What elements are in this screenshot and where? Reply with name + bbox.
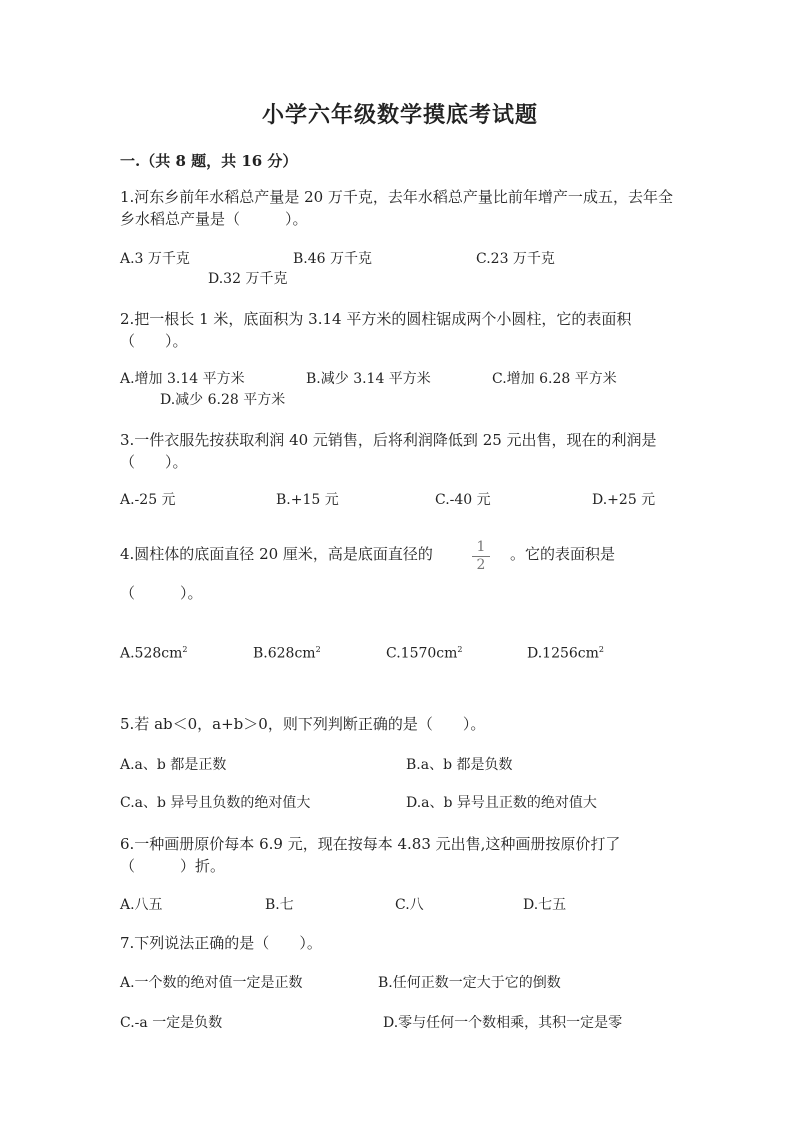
question-1-text: 1.河东乡前年水稻总产量是 20 万千克，去年水稻总产量比前年增产一成五，去年全乡水稻总产量是（ ）。 (120, 188, 673, 228)
q4-option-a[interactable]: $A.528cm^2$ (120, 645, 188, 662)
question-5-text: 5.若 ab＜0，a+b＞0，则下列判断正确的是（ ）。 (120, 715, 486, 733)
question-4-text: 4.圆柱体的底面直径 20 厘米，高是底面直径的 (120, 545, 433, 563)
fraction-one-half (472, 540, 490, 573)
q3-option-c[interactable]: C.-40 元 (435, 492, 491, 508)
q5-option-b[interactable]: B.a、b 都是负数 (406, 757, 513, 773)
question-3-text: 3.一件衣服先按获取利润 40 元销售，后将利润降低到 25 元出售，现在的利润是（ ）。 (120, 431, 657, 471)
q1-option-a[interactable]: A.3 万千克 (120, 251, 190, 267)
q4-option-d[interactable]: $D.1256cm^2$ (527, 645, 605, 662)
q1-option-b[interactable]: B.46 万千克 (293, 251, 373, 267)
question-4-text-after: 。它的表面积是 (510, 545, 616, 563)
q1-option-c[interactable]: C.23 万千克 (476, 251, 555, 267)
q6-option-c[interactable]: C.八 (395, 897, 424, 913)
question-7-text: 7.下列说法正确的是（ ）。 (120, 934, 322, 952)
question-6-text: 6.一种画册原价每本 6.9 元，现在按每本 4.83 元出售,这种画册按原价打了（ ）折。 (120, 835, 621, 875)
section-heading: 一.（共 8 题，共 16 分） (120, 152, 298, 170)
q4-option-c[interactable]: $C.1570cm^2$ (386, 645, 463, 662)
page-title: 小学六年级数学摸底考试题 (261, 102, 538, 128)
q2-option-d[interactable]: D.减少 6.28 平方米 (160, 392, 286, 408)
q4-option-b[interactable]: $B.628cm^2$ (253, 645, 321, 662)
q2-option-a[interactable]: A.增加 3.14 平方米 (120, 371, 245, 387)
q6-option-a[interactable]: A.八五 (120, 897, 163, 913)
q2-option-c[interactable]: C.增加 6.28 平方米 (492, 371, 617, 387)
question-2-text: 2.把一根长 1 米，底面积为 3.14 平方米的圆柱锯成两个小圆柱，它的表面积（ ）。 (120, 310, 632, 350)
question-4-blank: （ ）。 (120, 584, 203, 602)
q7-option-d[interactable]: D.零与任何一个数相乘，其积一定是零 (383, 1015, 623, 1031)
q5-option-c[interactable]: C.a、b 异号且负数的绝对值大 (120, 795, 311, 811)
q3-option-d[interactable]: D.+25 元 (592, 492, 656, 508)
q7-option-b[interactable]: B.任何正数一定大于它的倒数 (378, 975, 561, 991)
q5-option-a[interactable]: A.a、b 都是正数 (120, 757, 227, 773)
q3-option-a[interactable]: A.-25 元 (120, 492, 176, 508)
q5-option-d[interactable]: D.a、b 异号且正数的绝对值大 (406, 795, 597, 811)
q7-option-a[interactable]: A.一个数的绝对值一定是正数 (120, 975, 303, 991)
q7-option-c[interactable]: C.-a 一定是负数 (120, 1015, 223, 1031)
fraction-denominator: 2 (476, 557, 486, 573)
q1-option-d[interactable]: D.32 万千克 (208, 271, 288, 287)
q2-option-b[interactable]: B.减少 3.14 平方米 (306, 371, 431, 387)
fraction-numerator: 1 (476, 539, 486, 555)
q3-option-b[interactable]: B.+15 元 (276, 492, 339, 508)
q6-option-b[interactable]: B.七 (265, 897, 294, 913)
q6-option-d[interactable]: D.七五 (523, 897, 567, 913)
